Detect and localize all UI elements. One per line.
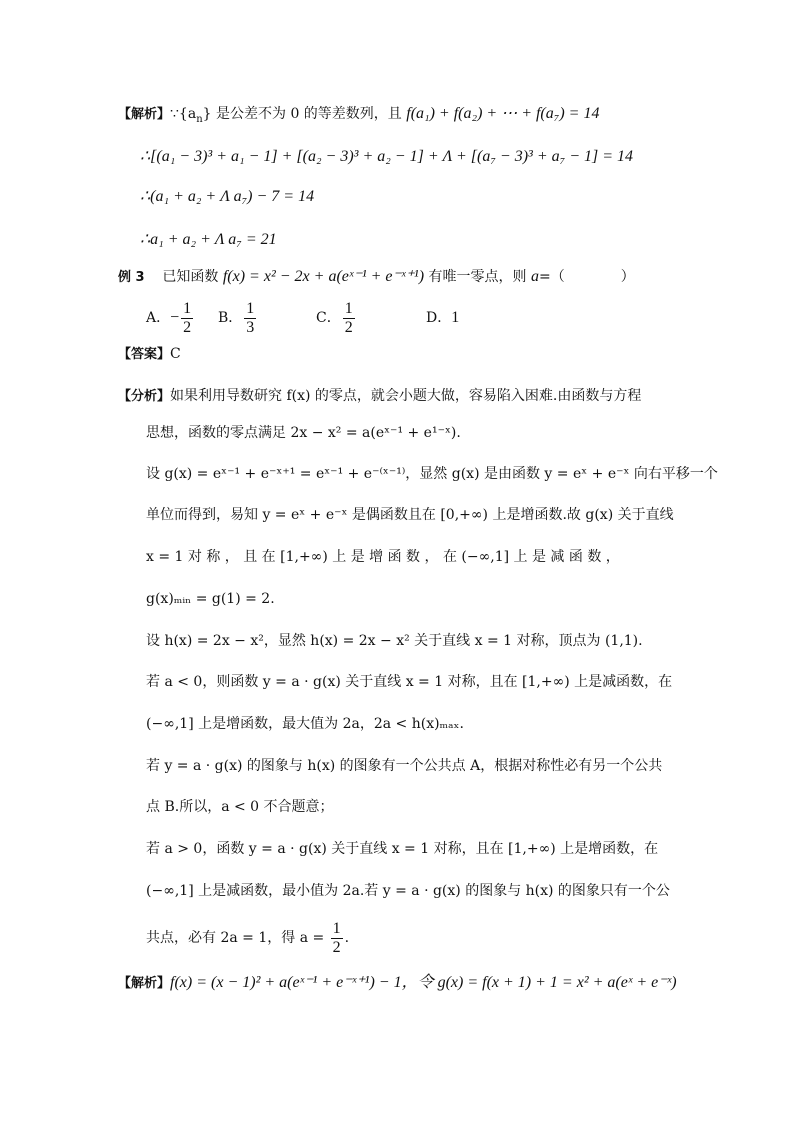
question-formula: f(x) = x² − 2x + a(eˣ⁻¹ + e⁻ˣ⁺¹): [222, 268, 425, 285]
analysis-line-12: 若 a > 0，函数 y = a · g(x) 关于直线 x = 1 对称，且在 [1,+∞) 上是增函数，在: [146, 841, 659, 857]
analysis-line-9: (−∞,1] 上是增函数，最大值为 2a，2a < h(x)ₘₐₓ.: [146, 716, 464, 732]
analysis-line-11: 点 B.所以，a < 0 不合题意；: [146, 799, 334, 815]
solution-line-1: 【解析】$\because\{a_n\}$ 是公差不为 0 的等差数列，且 f(a₁) + f(a₂) + ⋯ + f(a₇) = 14: [118, 105, 600, 125]
analysis-line-5: x = 1 对 称 ， 且 在 [1,+∞) 上 是 增 函 数 ， 在 (−∞,1] 上 是 减 函 数 ，: [146, 549, 620, 565]
answer-line: 【答案】C: [118, 346, 181, 362]
analysis-line-6: g(x)ₘᵢₙ = g(1) = 2.: [146, 591, 275, 607]
example-label: 例 3: [118, 270, 145, 285]
option-c: C． $\frac{1}{2}$: [316, 299, 353, 336]
analysis-line-10: 若 y = a · g(x) 的图象与 h(x) 的图象有一个公共点 A，根据对称性必有另一个公共: [146, 758, 663, 774]
option-a: A．− $\frac{1}{2}$: [146, 299, 192, 336]
analysis-tag: 【解析】: [118, 107, 171, 122]
option-b: B． $\frac{1}{3}$: [218, 299, 255, 336]
analysis-line-7: 设 h(x) = 2x − x²，显然 h(x) = 2x − x² 关于直线 x = 1 对称，顶点为 (1,1).: [146, 633, 643, 649]
solution-line-3: ∴(a₁ + a₂ + Λ a₇) − 7 = 14: [140, 188, 315, 205]
analysis-line-1: 【分析】如果利用导数研究 f(x) 的零点，就会小题大做，容易陷入困难.由函数与方程: [118, 388, 642, 404]
solution-line-final: 【解析】f(x) = (x − 1)² + a(eˣ⁻¹ + e⁻ˣ⁺¹) − 1，令 g(x) = f(x + 1) + 1 = x² + a(eˣ + e⁻ˣ): [118, 974, 677, 991]
solution-line-4: ∴a₁ + a₂ + Λ a₇ = 21: [140, 231, 277, 248]
analysis-line-8: 若 a < 0，则函数 y = a · g(x) 关于直线 x = 1 对称，且在 [1,+∞) 上是减函数，在: [146, 674, 673, 690]
option-d: D．1: [426, 309, 460, 326]
solution-line-2: ∴[(a₁ − 3)³ + a₁ − 1] + [(a₂ − 3)³ + a₂ − 1] + Λ + [(a₇ − 3)³ + a₇ − 1] = 14: [140, 148, 634, 165]
analysis-line-13: (−∞,1] 上是减函数，最小值为 2a.若 y = a · g(x) 的图象与 h(x) 的图象只有一个公: [146, 883, 670, 899]
analysis-line-3: 设 g(x) = eˣ⁻¹ + e⁻ˣ⁺¹ = eˣ⁻¹ + e⁻⁽ˣ⁻¹⁾，显然 g(x) 是由函数 y = eˣ + e⁻ˣ 向右平移一个: [146, 466, 718, 482]
example-3-question: 例 3 已知函数 f(x) = x² − 2x + a(eˣ⁻¹ + e⁻ˣ⁺¹) 有唯一零点，则 a=（ ）: [118, 268, 635, 285]
sum-formula: f(a₁) + f(a₂) + ⋯ + f(a₇) = 14: [406, 105, 600, 122]
analysis-line-14: 共点，必有 2a = 1，得 a = $\frac{1}{2}$ .: [146, 919, 350, 956]
analysis-line-2: 思想，函数的零点满足 2x − x² = a(eˣ⁻¹ + e¹⁻ˣ).: [146, 425, 461, 441]
analysis-line-4: 单位而得到，易知 y = eˣ + e⁻ˣ 是偶函数且在 [0,+∞) 上是增函数.故 g(x) 关于直线: [146, 507, 674, 523]
